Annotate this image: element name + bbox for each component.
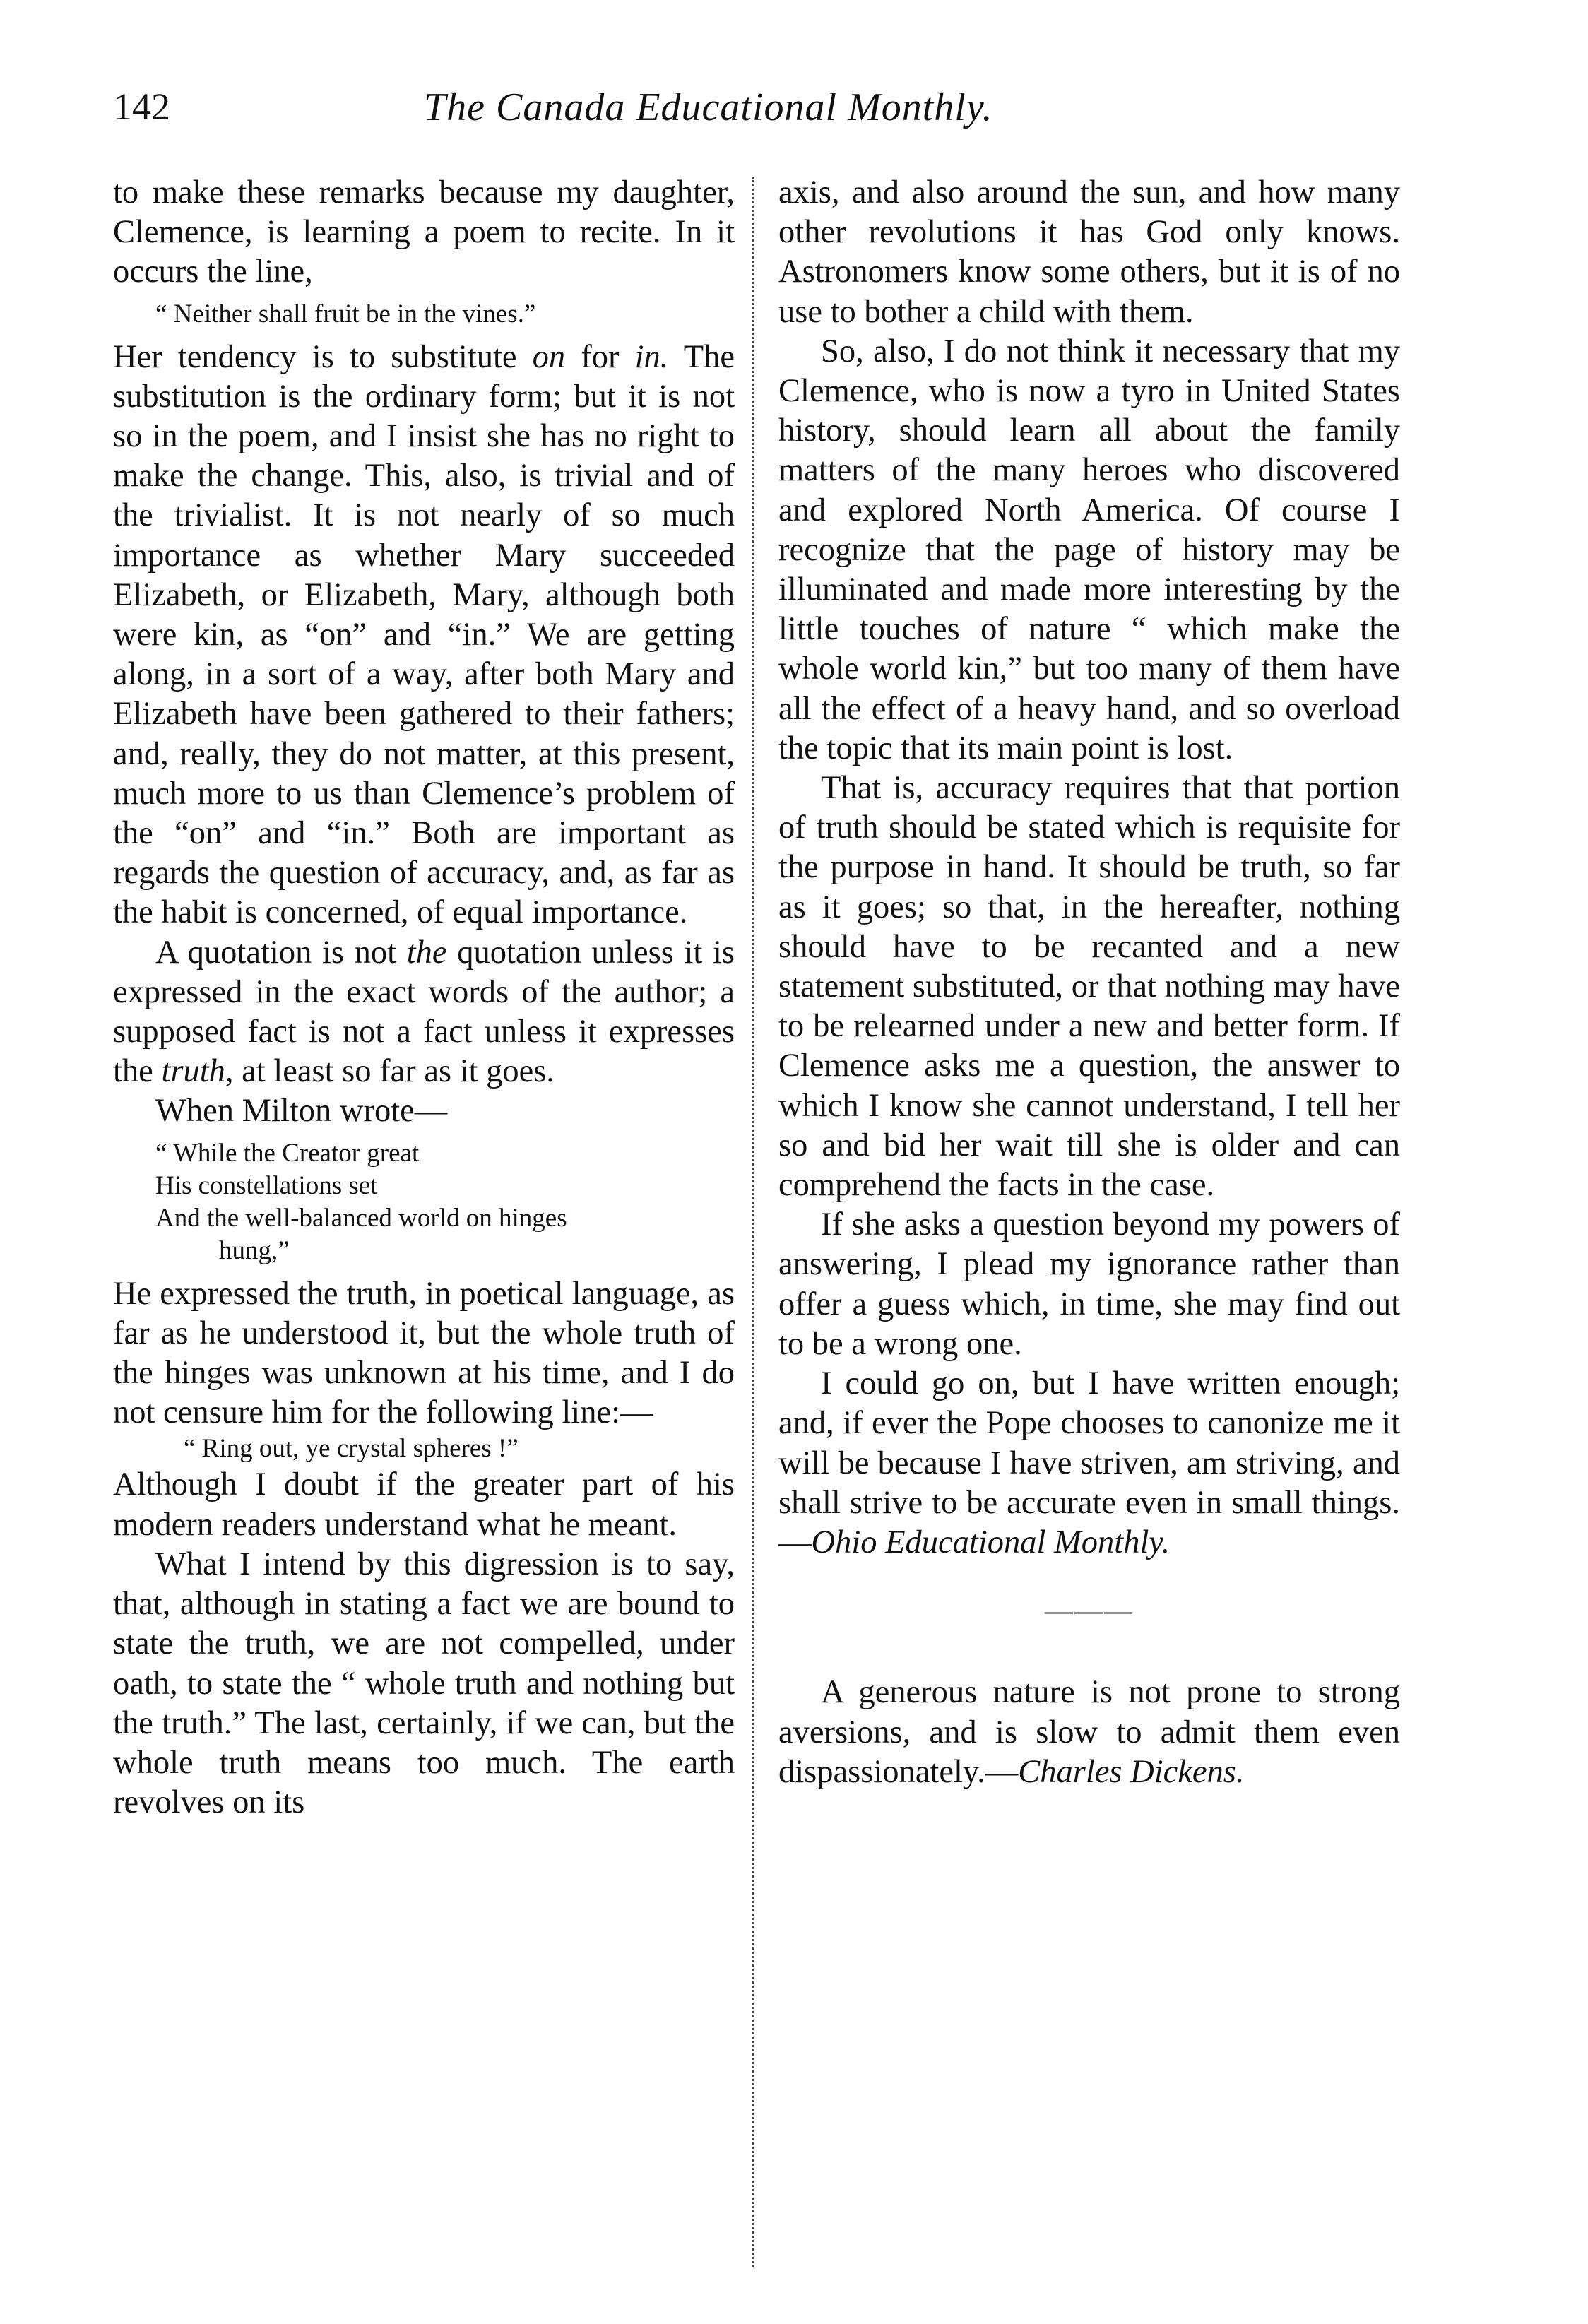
block-quote: “ Ring out, ye crystal spheres !” bbox=[184, 1434, 519, 1464]
page-header bbox=[113, 85, 1441, 148]
verse-quote bbox=[113, 1137, 735, 1267]
block-quote: “ Neither shall fruit be in the vines.” bbox=[155, 299, 536, 328]
paragraph: Although I doubt if the greater part of his modern readers understand what he meant. bbox=[113, 1466, 735, 1543]
paragraph: axis, and also around the sun, and how many other revolutions it has God only knows. Astronomers know some others, but it is of no use to bother a child with them. bbox=[778, 174, 1400, 330]
verse-line: And the well-balanced world on hinges bbox=[155, 1203, 567, 1233]
running-title: The Canada Educational Monthly. bbox=[424, 85, 993, 129]
right-column bbox=[778, 173, 1400, 1792]
paragraph: A generous nature is not prone to strong aversions, and is slow to admit them even dispassionately.—Charles Dickens. bbox=[778, 1674, 1400, 1790]
paragraph: When Milton wrote— bbox=[155, 1093, 448, 1130]
italic-word: truth, bbox=[161, 1053, 234, 1090]
paragraph: A quotation is not the quotation unless it is expressed in the exact words of the author; a supposed fact is not a fact unless it expresses the truth, at least so far as it goes. bbox=[113, 934, 735, 1090]
italic-word: the bbox=[406, 934, 447, 971]
verse-line: hung,” bbox=[219, 1235, 290, 1265]
source-citation: Ohio Educational Monthly. bbox=[811, 1524, 1171, 1560]
italic-word: in. bbox=[634, 338, 669, 375]
italic-word: on bbox=[532, 338, 566, 375]
paragraph: If she asks a question beyond my powers of answering, I plead my ignorance rather than offer a guess which, in time, she may find out to be a wrong one. bbox=[778, 1207, 1400, 1362]
paragraph: That is, accuracy requires that that portion of truth should be stated which is requisite for the purpose in hand. It should be truth, so far as it goes; so that, in the hereafter, nothing should have to be recanted and a new statement substituted, or that nothing may have to be relearned under a new and better form. If Clemence asks me a question, the answer to which I know she cannot understand, I tell her so and bid her wait till she is older and can comprehend the facts in the case. bbox=[778, 770, 1400, 1204]
paragraph: So, also, I do not think it necessary that my Clemence, who is now a tyro in United States history, should learn all about the family matters of the many heroes who discovered and explored North America. Of course I recognize that the page of history may be illuminated and made more interesting by the little touches of nature “ which make the whole world kin,” but too many of them have all the effect of a heavy hand, and so overload the topic that its main point is lost. bbox=[778, 333, 1400, 766]
paragraph: Her tendency is to substitute on for in. The substitution is the ordinary form; but it is not so in the poem, and I insist she has no right to make the change. This, also, is trivial and of the trivialist. It is not nearly of so much importance as whether Mary succeeded Elizabeth, or Elizabeth, Mary, although both were kin, as “on” and “in.” We are getting along, in a sort of a way, after both Mary and Elizabeth have been gathered to their fathers; and, really, they do not matter, at this present, much more to us than Clemence’s problem of the “on” and “in.” Both are important as regards the question of accuracy, and, as far as the habit is concerned, of equal importance. bbox=[113, 338, 735, 931]
paragraph: He expressed the truth, in poetical language, as far as he understood it, but the whole truth of the hinges was unknown at his time, and I do not censure him for the following line:— bbox=[113, 1275, 735, 1431]
paragraph: What I intend by this digression is to say, that, although in stating a fact we are bound to state the truth, we are not compelled, under oath, to state the “ whole truth and nothing but the truth.” The last, certainly, if we can, but the whole truth means too much. The earth revolves on its bbox=[113, 1546, 735, 1821]
section-separator: ——— bbox=[1045, 1594, 1134, 1627]
left-column bbox=[113, 173, 735, 1822]
page-number: 142 bbox=[113, 85, 170, 128]
column-divider bbox=[752, 177, 754, 2267]
paragraph: I could go on, but I have written enough; and, if ever the Pope chooses to canonize me it will be because I have striven, am striving, and shall strive to be accurate even in small things.—Ohio Educational Monthly. bbox=[778, 1365, 1400, 1560]
paragraph: to make these remarks because my daughter, Clemence, is learning a poem to recite. In it occurs the line, bbox=[113, 174, 735, 290]
author-citation: Charles Dickens. bbox=[1018, 1753, 1245, 1790]
verse-line: “ While the Creator great bbox=[155, 1138, 420, 1168]
verse-line: His constellations set bbox=[155, 1170, 378, 1200]
